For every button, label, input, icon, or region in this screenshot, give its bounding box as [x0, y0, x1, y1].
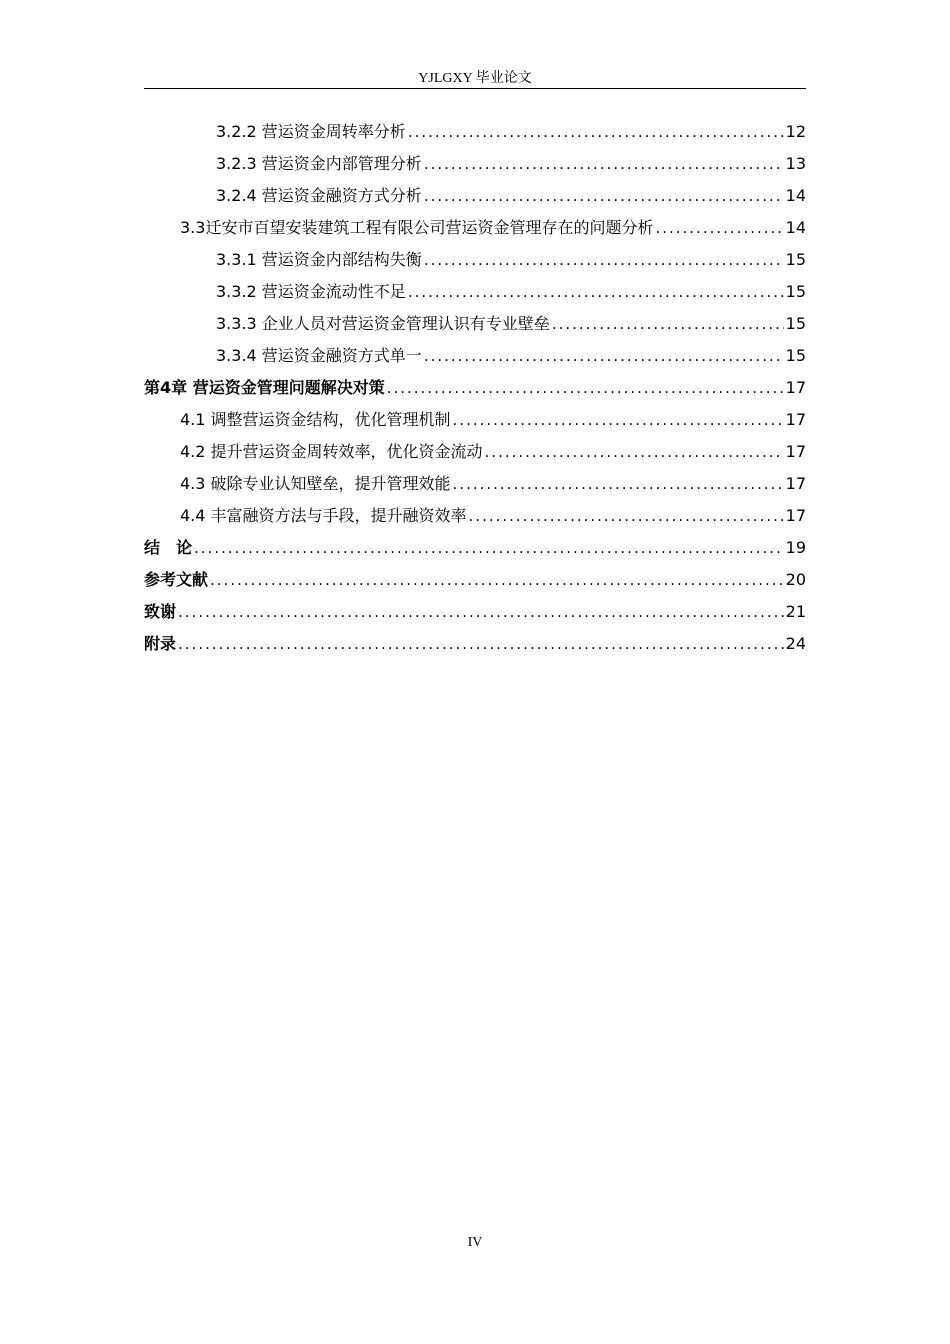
toc-entry[interactable]: [144, 308, 806, 340]
toc-entry-label: 结 论: [144, 538, 193, 557]
toc-entry-page: 17: [785, 378, 806, 397]
toc-entry-chapter[interactable]: [144, 372, 806, 404]
toc-leader-dots: [424, 340, 784, 372]
toc-entry-page: 24: [785, 634, 806, 653]
table-of-contents: [144, 116, 806, 660]
toc-entry-label: 附录: [144, 634, 177, 653]
toc-entry-page: 17: [785, 442, 806, 461]
toc-entry-page: 15: [785, 282, 806, 301]
toc-entry[interactable]: [144, 180, 806, 212]
toc-entry-chapter[interactable]: [144, 532, 806, 564]
toc-entry-label: 4.1 调整营运资金结构，优化管理机制: [180, 410, 451, 429]
toc-entry-label: 3.2.3 营运资金内部管理分析: [216, 154, 422, 173]
toc-entry-chapter[interactable]: [144, 564, 806, 596]
toc-entry-label: 4.2 提升营运资金周转效率，优化资金流动: [180, 442, 483, 461]
toc-entry-label: 3.3.2 营运资金流动性不足: [216, 282, 406, 301]
toc-entry[interactable]: [144, 436, 806, 468]
page-header-title: YJLGXY 毕业论文: [418, 71, 532, 86]
toc-leader-dots: [178, 628, 784, 660]
toc-leader-dots: [424, 180, 784, 212]
toc-entry-label: 参考文献: [144, 570, 209, 589]
toc-leader-dots: [408, 116, 784, 148]
toc-entry-page: 21: [785, 602, 806, 621]
toc-entry-label: 4.3 破除专业认知壁垒，提升管理效能: [180, 474, 451, 493]
toc-entry-chapter[interactable]: [144, 596, 806, 628]
toc-entry[interactable]: [144, 116, 806, 148]
toc-leader-dots: [655, 212, 783, 244]
toc-entry-page: 15: [785, 314, 806, 333]
toc-entry-label: 4.4 丰富融资方法与手段，提升融资效率: [180, 506, 467, 525]
toc-leader-dots: [469, 500, 784, 532]
toc-leader-dots: [453, 404, 784, 436]
page-number: IV: [467, 1235, 483, 1250]
toc-leader-dots: [552, 308, 784, 340]
toc-entry[interactable]: [144, 148, 806, 180]
toc-entry-label: 3.3.3 企业人员对营运资金管理认识有专业壁垒: [216, 314, 550, 333]
toc-entry-page: 14: [785, 218, 806, 237]
toc-entry-page: 17: [785, 474, 806, 493]
toc-leader-dots: [210, 564, 784, 596]
toc-entry[interactable]: [144, 468, 806, 500]
toc-entry-chapter[interactable]: [144, 628, 806, 660]
header-divider: [144, 88, 806, 89]
toc-entry-page: 17: [785, 410, 806, 429]
toc-entry-page: 17: [785, 506, 806, 525]
toc-entry-page: 14: [785, 186, 806, 205]
toc-entry[interactable]: [144, 404, 806, 436]
toc-entry-label: 3.3迁安市百望安装建筑工程有限公司营运资金管理存在的问题分析: [180, 218, 654, 237]
toc-leader-dots: [408, 276, 784, 308]
toc-entry-page: 19: [785, 538, 806, 557]
toc-entry-label: 3.2.2 营运资金周转率分析: [216, 122, 406, 141]
toc-entry-label: 3.2.4 营运资金融资方式分析: [216, 186, 422, 205]
toc-entry-page: 13: [785, 154, 806, 173]
toc-leader-dots: [387, 372, 784, 404]
toc-leader-dots: [424, 148, 784, 180]
toc-entry[interactable]: [144, 340, 806, 372]
toc-entry-page: 20: [785, 570, 806, 589]
toc-entry[interactable]: [144, 276, 806, 308]
toc-entry-page: 15: [785, 346, 806, 365]
toc-entry-label: 3.3.4 营运资金融资方式单一: [216, 346, 422, 365]
toc-leader-dots: [194, 532, 784, 564]
toc-entry[interactable]: [144, 212, 806, 244]
toc-leader-dots: [424, 244, 784, 276]
toc-entry-label: 致谢: [144, 602, 177, 621]
toc-entry-label: 3.3.1 营运资金内部结构失衡: [216, 250, 422, 269]
toc-leader-dots: [485, 436, 784, 468]
toc-entry-page: 15: [785, 250, 806, 269]
toc-entry[interactable]: [144, 500, 806, 532]
toc-entry-label: 第4章 营运资金管理问题解决对策: [144, 378, 385, 397]
toc-leader-dots: [178, 596, 784, 628]
toc-leader-dots: [453, 468, 784, 500]
toc-entry-page: 12: [785, 122, 806, 141]
toc-entry[interactable]: [144, 244, 806, 276]
